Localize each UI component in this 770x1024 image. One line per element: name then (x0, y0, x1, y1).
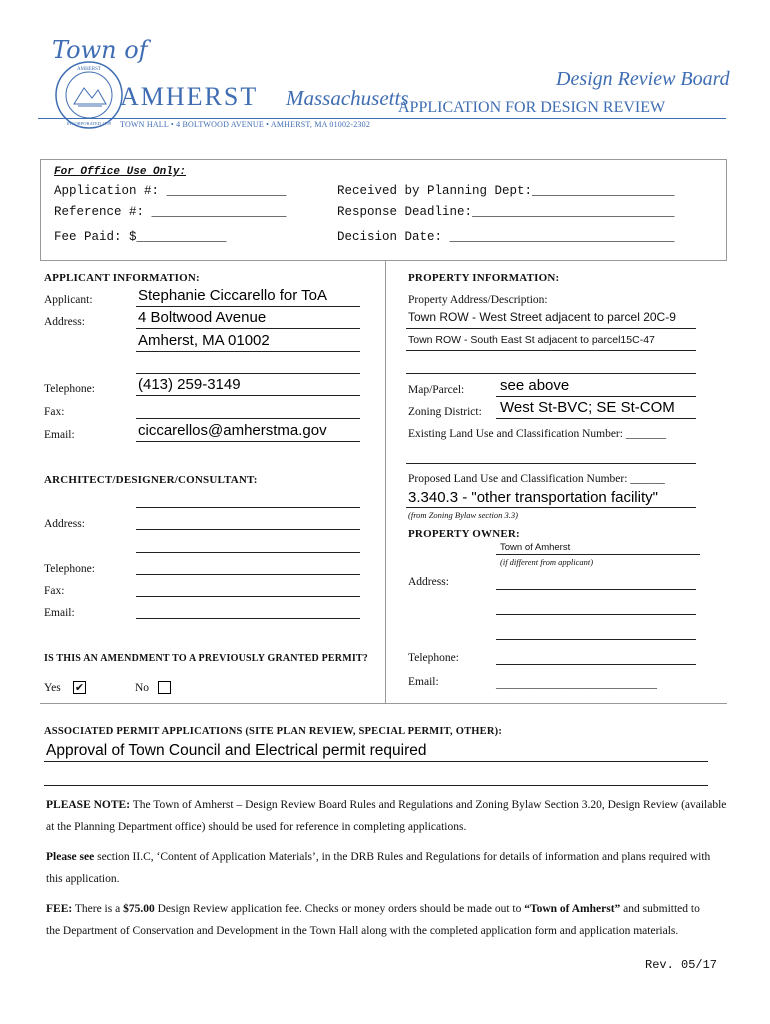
property-owner-input[interactable]: Town of Amherst (500, 542, 571, 553)
property-heading: PROPERTY INFORMATION: (408, 272, 560, 284)
seal-bottom-text: INCORPORATED 1759 (66, 121, 112, 126)
architect-address-line1[interactable] (136, 529, 360, 530)
fee-text-mid: Design Review application fee. Checks or money orders should be made out to (154, 903, 525, 915)
architect-email-line[interactable] (136, 618, 360, 619)
owner-address-line2[interactable] (496, 614, 696, 615)
proposed-land-use-note: (from Zoning Bylaw section 3.3) (408, 510, 518, 520)
associated-top-rule (40, 703, 727, 704)
proposed-land-use-input[interactable]: 3.340.3 - "other transportation facility" (408, 489, 658, 506)
proposed-land-use-label: Proposed Land Use and Classification Number: ______ (408, 473, 665, 485)
document-title: APPLICATION FOR DESIGN REVIEW (398, 99, 666, 116)
applicant-heading: APPLICANT INFORMATION: (44, 272, 200, 284)
applicant-address-line2-input[interactable]: Amherst, MA 01002 (138, 332, 270, 349)
owner-email-line[interactable]: ____________________________ (496, 678, 657, 690)
please-see-text: section II.C, ‘Content of Application Materials’, in the DRB Rules and Regulations for details of information and plans required with this application. (46, 851, 711, 885)
property-address-line2-input[interactable]: Town ROW - South East St adjacent to parcel15C-47 (408, 334, 655, 346)
fee-payee: “Town of Amherst” (524, 903, 621, 915)
please-note-text: The Town of Amherst – Design Review Board Rules and Regulations and Zoning Bylaw Section 3.20, Design Review (available at the Planning Department office) should be used for reference in completing applications. (46, 799, 727, 833)
town-seal (54, 60, 124, 130)
zoning-district-label: Zoning District: (408, 406, 482, 418)
fee-text-pre: There is a (72, 903, 124, 915)
proposed-land-use-line (406, 507, 696, 508)
amendment-question: IS THIS AN AMENDMENT TO A PREVIOUSLY GRANTED PERMIT? (44, 653, 368, 664)
address-line2 (136, 351, 360, 352)
architect-telephone-line[interactable] (136, 574, 360, 575)
architect-address-line2[interactable] (136, 552, 360, 553)
application-number-field[interactable]: Application #: ________________ (54, 184, 287, 198)
owner-address-label: Address: (408, 576, 449, 588)
fee-bold: FEE: (46, 903, 73, 915)
owner-telephone-line[interactable] (496, 664, 696, 665)
property-address-line2 (406, 350, 696, 351)
associated-permits-line2[interactable] (44, 785, 708, 786)
fee-paid-field[interactable]: Fee Paid: $____________ (54, 230, 227, 244)
architect-heading: ARCHITECT/DESIGNER/CONSULTANT: (44, 474, 258, 486)
owner-email-label: Email: (408, 676, 439, 688)
associated-permits-heading: ASSOCIATED PERMIT APPLICATIONS (SITE PLAN REVIEW, SPECIAL PERMIT, OTHER): (44, 726, 503, 737)
map-parcel-input[interactable]: see above (500, 377, 570, 394)
town-hall-address: TOWN HALL • 4 BOLTWOOD AVENUE • AMHERST, MA 01002-2302 (120, 120, 371, 129)
architect-telephone-label: Telephone: (44, 563, 95, 575)
telephone-line (136, 395, 360, 396)
property-address-line1 (406, 328, 696, 329)
address-line3 (136, 373, 360, 374)
architect-fax-label: Fax: (44, 585, 65, 597)
owner-address-line3[interactable] (496, 639, 696, 640)
yes-label: Yes (44, 682, 61, 694)
architect-name-line[interactable] (136, 507, 360, 508)
received-by-planning-field[interactable]: Received by Planning Dept:___________________ (337, 184, 675, 198)
architect-fax-line[interactable] (136, 596, 360, 597)
please-see-bold: Please see (46, 851, 95, 863)
address-line1 (136, 328, 360, 329)
please-note-paragraph (46, 794, 736, 838)
response-deadline-field[interactable]: Response Deadline:___________________________ (337, 205, 675, 219)
no-checkbox[interactable] (158, 681, 171, 694)
header-rule (38, 118, 726, 119)
town-of-label: Town of (52, 36, 148, 64)
applicant-name-line (136, 306, 360, 307)
zoning-district-input[interactable]: West St-BVC; SE St-COM (500, 399, 675, 416)
architect-address-label: Address: (44, 518, 85, 530)
map-parcel-label: Map/Parcel: (408, 384, 465, 396)
property-owner-heading: PROPERTY OWNER: (408, 528, 520, 540)
reference-number-field[interactable]: Reference #: __________________ (54, 205, 287, 219)
revision-label: Rev. 05/17 (645, 958, 718, 972)
existing-land-use-label: Existing Land Use and Classification Number: _______ (408, 428, 667, 440)
applicant-label: Applicant: (44, 294, 93, 306)
owner-address-line1[interactable] (496, 589, 696, 590)
fax-line[interactable] (136, 418, 360, 419)
architect-email-label: Email: (44, 607, 75, 619)
owner-telephone-label: Telephone: (408, 652, 459, 664)
zoning-district-line (496, 418, 696, 419)
please-note-bold: PLEASE NOTE: (46, 799, 131, 811)
decision-date-field[interactable]: Decision Date: ______________________________ (337, 230, 675, 244)
board-name: Design Review Board (556, 68, 730, 90)
email-label: Email: (44, 429, 75, 441)
office-use-heading: For Office Use Only: (54, 166, 187, 178)
property-owner-line (496, 554, 700, 555)
existing-land-use-line[interactable] (406, 463, 696, 464)
email-line (136, 441, 360, 442)
fee-amount: $75.00 (123, 903, 155, 915)
applicant-name-input[interactable]: Stephanie Ciccarello for ToA (138, 287, 327, 304)
column-divider (385, 261, 386, 703)
property-owner-note: (if different from applicant) (500, 557, 594, 567)
applicant-email-input[interactable]: ciccarellos@amherstma.gov (138, 422, 327, 439)
associated-permits-input[interactable]: Approval of Town Council and Electrical permit required (46, 742, 427, 759)
address-label: Address: (44, 316, 85, 328)
applicant-address-line1-input[interactable]: 4 Boltwood Avenue (138, 309, 267, 326)
property-address-line1-input[interactable]: Town ROW - West Street adjacent to parcel 20C-9 (408, 310, 676, 324)
map-parcel-line (496, 396, 696, 397)
fax-label: Fax: (44, 406, 65, 418)
yes-checkbox[interactable]: ✔ (74, 681, 85, 694)
telephone-label: Telephone: (44, 383, 95, 395)
fee-text-post: and submitted to the Department of Conservation and Development in the Town Hall along with the completed application form and application materials. (46, 903, 700, 937)
associated-permits-line1 (44, 761, 708, 762)
property-address-line3[interactable] (406, 373, 696, 374)
fee-paragraph (46, 898, 716, 942)
applicant-telephone-input[interactable]: (413) 259-3149 (138, 376, 241, 393)
please-see-paragraph (46, 846, 716, 890)
seal-top-text: AMHERST (77, 67, 101, 72)
amherst-wordmark: AMHERST (120, 82, 259, 111)
no-label: No (135, 682, 150, 694)
property-address-label: Property Address/Description: (408, 294, 548, 306)
massachusetts-wordmark: Massachusetts (286, 86, 409, 110)
